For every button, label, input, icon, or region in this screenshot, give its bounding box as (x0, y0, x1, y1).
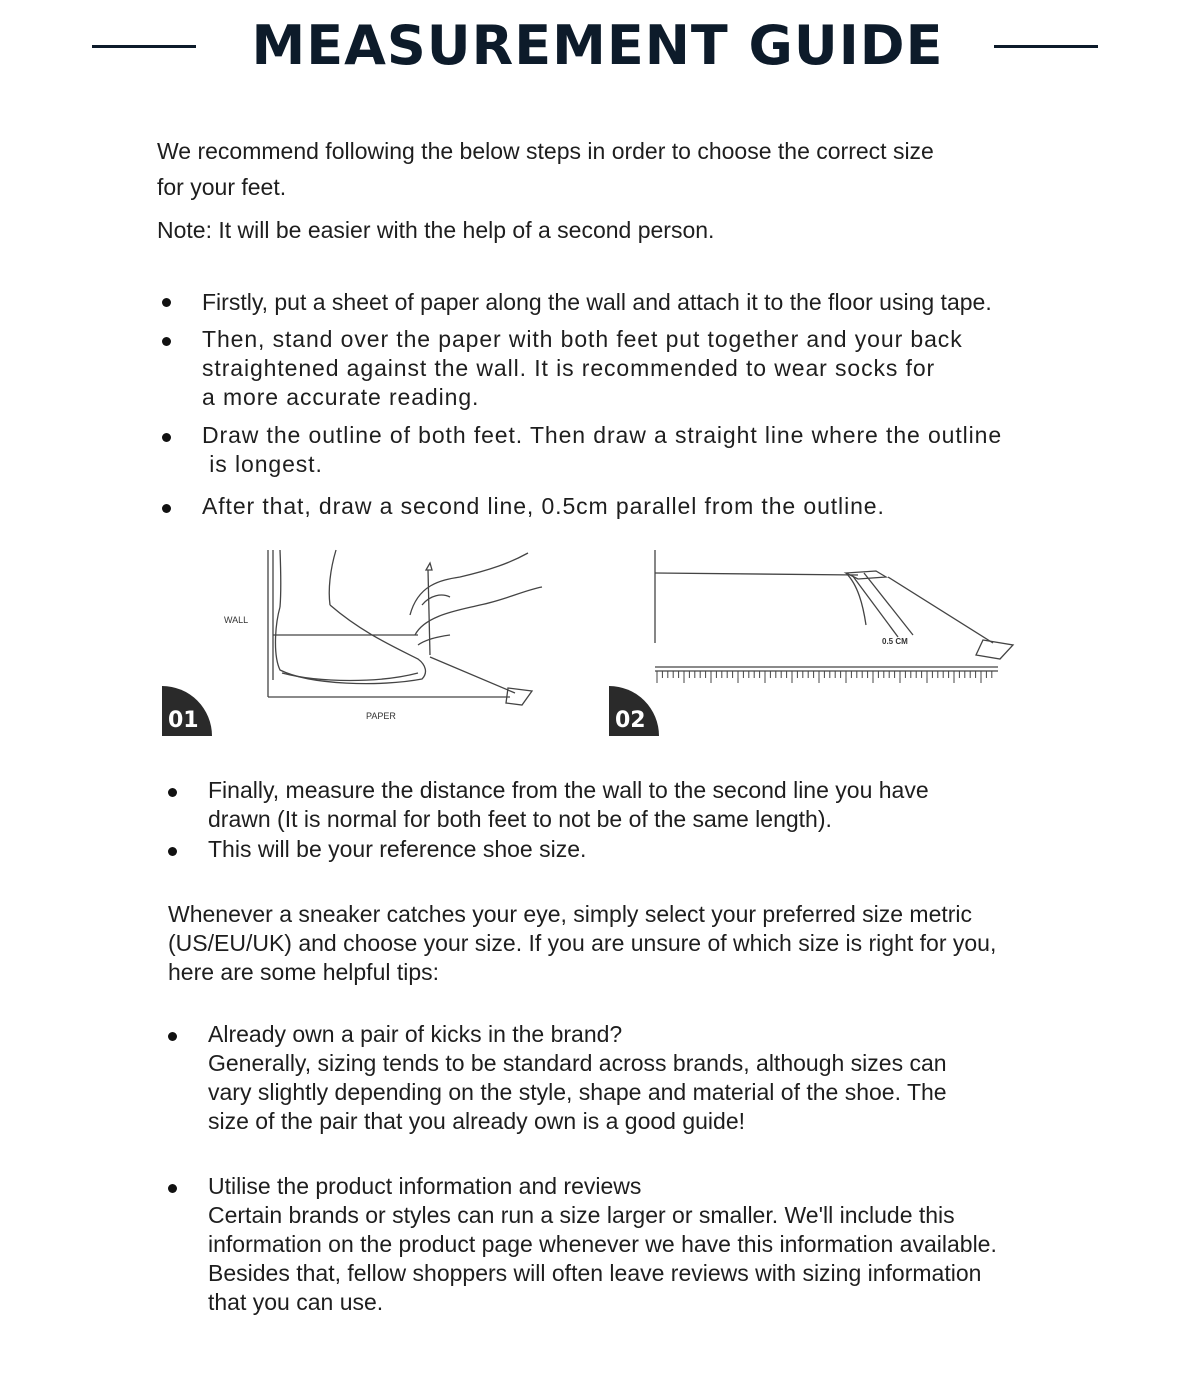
step-4-line-1: After that, draw a second line, 0.5cm parallel from the outline. (202, 493, 885, 519)
intro-line-1: We recommend following the below steps in order to choose the correct size (157, 138, 934, 164)
paragraph-line-3: here are some helpful tips: (168, 959, 440, 985)
figure-measure-line (608, 545, 1028, 737)
final-step-1-line-1: Finally, measure the distance from the wall to the second line you have (208, 777, 929, 803)
page-title: MEASUREMENT GUIDE (251, 14, 944, 77)
intro-line-2: for your feet. (157, 174, 287, 200)
bullet-icon (168, 1184, 177, 1193)
step-3-line-2: is longest. (202, 451, 323, 477)
paper-label: PAPER (366, 711, 396, 721)
list-item (202, 325, 1082, 412)
step-1-line-1: Firstly, put a sheet of paper along the wall and attach it to the floor using tape. (202, 289, 992, 315)
measure-label: 0.5 CM (882, 637, 908, 646)
bullet-icon (162, 504, 171, 513)
tip-1-line-1: Generally, sizing tends to be standard across brands, although sizes can (208, 1050, 947, 1076)
page-header (0, 0, 1195, 100)
step-2-line-3: a more accurate reading. (202, 384, 480, 410)
wall-label: WALL (224, 615, 249, 625)
bullet-icon (162, 337, 171, 346)
paragraph-line-2: (US/EU/UK) and choose your size. If you are unsure of which size is right for you, (168, 930, 997, 956)
final-step-2-line-1: This will be your reference shoe size. (208, 836, 587, 862)
badge-number: 01 (168, 708, 199, 733)
list-item (202, 286, 1082, 319)
bullet-icon (168, 847, 177, 856)
tip-2-line-1: Certain brands or styles can run a size larger or smaller. We'll include this (208, 1202, 955, 1228)
tips-list (208, 1020, 1088, 1317)
tip-2-title: Utilise the product information and reviews (208, 1173, 642, 1199)
bullet-icon (168, 1032, 177, 1041)
final-steps-list (208, 776, 1088, 864)
figure-wall-paper (160, 545, 560, 737)
step-2-line-2: straightened against the wall. It is recommended to wear socks for (202, 355, 936, 381)
steps-list (202, 286, 1082, 521)
tip-1-line-3: size of the pair that you already own is a good guide! (208, 1108, 746, 1134)
list-item (202, 421, 1082, 479)
tip-2-line-3: Besides that, fellow shoppers will often leave reviews with sizing information (208, 1260, 982, 1286)
final-step-1-line-2: drawn (It is normal for both feet to not be of the same length). (208, 806, 832, 832)
bullet-icon (162, 298, 171, 307)
sizing-paragraph (168, 900, 996, 987)
bullet-icon (162, 433, 171, 442)
bullet-icon (168, 788, 177, 797)
list-item (208, 835, 1088, 864)
badge-number: 02 (615, 708, 646, 733)
paragraph-line-1: Whenever a sneaker catches your eye, simply select your preferred size metric (168, 901, 973, 927)
tip-1-line-2: vary slightly depending on the style, shape and material of the shoe. The (208, 1079, 947, 1105)
header-rule-right (994, 45, 1098, 48)
list-item (202, 492, 1082, 521)
tip-1-title: Already own a pair of kicks in the brand? (208, 1021, 623, 1047)
intro-note: Note: It will be easier with the help of a second person. (157, 217, 715, 243)
list-item (208, 776, 1088, 834)
measure-line-illustration (608, 545, 1028, 737)
tip-2-line-4: that you can use. (208, 1289, 384, 1315)
tip-2-line-2: information on the product page whenever we have this information available. (208, 1231, 997, 1257)
step-2-line-1: Then, stand over the paper with both feet put together and your back (202, 326, 963, 352)
list-item (208, 1020, 1088, 1136)
list-item (208, 1172, 1088, 1317)
foot-against-wall-illustration (160, 545, 560, 737)
step-3-line-1: Draw the outline of both feet. Then draw a straight line where the outline (202, 422, 1003, 448)
